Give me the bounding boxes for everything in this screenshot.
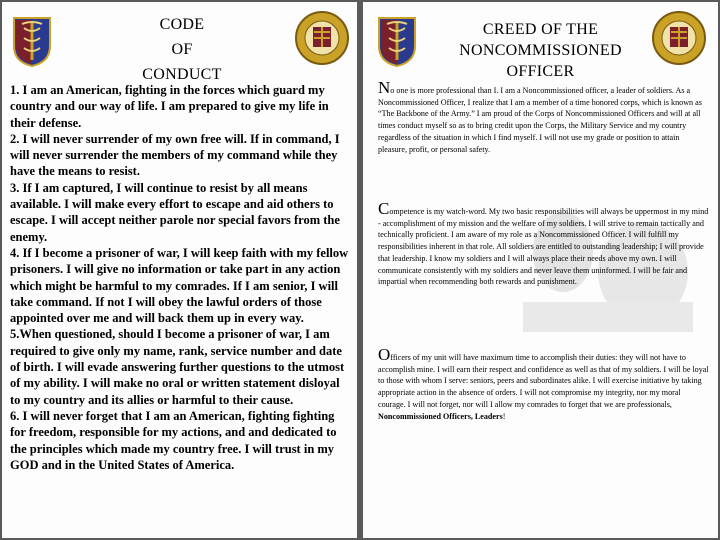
nco-creed-panel: [363, 2, 718, 538]
paragraph-text: fficers of my unit will have maximum time to accomplish their duties: they will not have to accomplish mine. I will earn their respect and confidence as well as that of my soldiers. I will be loyal to those with whom I serve: seniors, peers and subordinates alike. I will exercise initiative by taking appropriate action in the absence of orders. I will not compromise my integrity, nor my moral courage. I will not forget, nor will I allow my comrades to forget that we are professionals,: [378, 353, 709, 409]
medical-shield-emblem: [377, 16, 417, 68]
title-line: OFFICER: [506, 63, 575, 80]
code-of-conduct-title: [97, 12, 267, 87]
article-item: 2. I will never surrender of my own free will. If in command, I will never surrender the members of my command while they have the means to resist.: [10, 131, 340, 179]
code-of-conduct-panel: [2, 2, 357, 538]
article-item: 1. I am an American, fighting in the forces which guard my country and our way of life. I am prepared to give my life in their defense.: [10, 83, 329, 130]
unit-insignia-emblem: [294, 10, 350, 66]
creed-paragraph: [378, 199, 710, 288]
creed-paragraph: [378, 78, 710, 155]
code-of-conduct-articles: [10, 82, 350, 473]
title-line: CODE: [159, 16, 205, 33]
article-item: 5.When questioned, should I become a prisoner of war, I am required to give only my name, rank, service number and date of birth. I will evade answering further questions to the utmost of my ability. I will make no oral or written statement disloyal to my country and its allies or harmful to their cause.: [10, 327, 345, 407]
title-line: CREED OF THE: [482, 21, 599, 38]
drop-initial: C: [378, 199, 390, 218]
paragraph-text: ompetence is my watch-word. My two basic responsibilities will always be uppermost in my mind - accomplishment of my mission and the welfare of my soldiers. I will strive to remain tactically and technically proficient. I am aware of my role as a Noncommissioned Officer. I will fulfill my responsibilities inherent in that role. All soldiers are entitled to outstanding leadership; I will provide that leadership. I know my soldiers and I will always place their needs above my own. I will communicate consistently with my soldiers and never leave them uninformed. I will be fair and impartial when recommending both rewards and punishment.: [378, 207, 709, 287]
title-line: NONCOMMISSIONED: [459, 42, 622, 59]
paragraph-bold-text: Noncommissioned Officers, Leaders: [378, 411, 503, 421]
drop-initial: N: [378, 78, 391, 97]
drop-initial: O: [378, 345, 391, 364]
creed-paragraph: [378, 345, 710, 422]
article-item: 3. If I am captured, I will continue to resist by all means available. I will make every effort to escape and aid others to escape. I will accept neither parole nor special favors from the enemy.: [10, 180, 340, 244]
paragraph-text: !: [502, 411, 506, 421]
unit-insignia-emblem: [651, 10, 707, 66]
article-item: 4. If I become a prisoner of war, I will keep faith with my fellow prisoners. I will give no information or take part in any action which might be harmful to my comrades. If I am senior, I will take command. If not I will obey the lawful orders of those appointed over me and will back them up in every way.: [10, 245, 349, 326]
paragraph-text: o one is more professional than I. I am a Noncommissioned officer, a leader of soldiers. As a Noncommissioned Officer, I realize that I am a member of a time honored corps, which is known as “The Backbone of the Army.” I am proud of the Corps of Noncommissioned Officers and will at all times conduct myself so as to bring credit upon the Corps, the Military Service and my country regardless of the situation in which I find myself. I will not use my grade or position to attain pleasure, profit, or personal safety.: [378, 86, 702, 154]
title-line: OF: [171, 41, 193, 58]
title-line: CONDUCT: [142, 66, 222, 83]
article-item: 6. I will never forget that I am an American, fighting fighting for freedom, responsible for my actions, and and dedicated to the principles which made my country free. I will trust in my GOD and in the United States of America.: [10, 408, 337, 472]
nco-creed-title: [423, 19, 658, 82]
medical-shield-emblem: [12, 16, 52, 68]
